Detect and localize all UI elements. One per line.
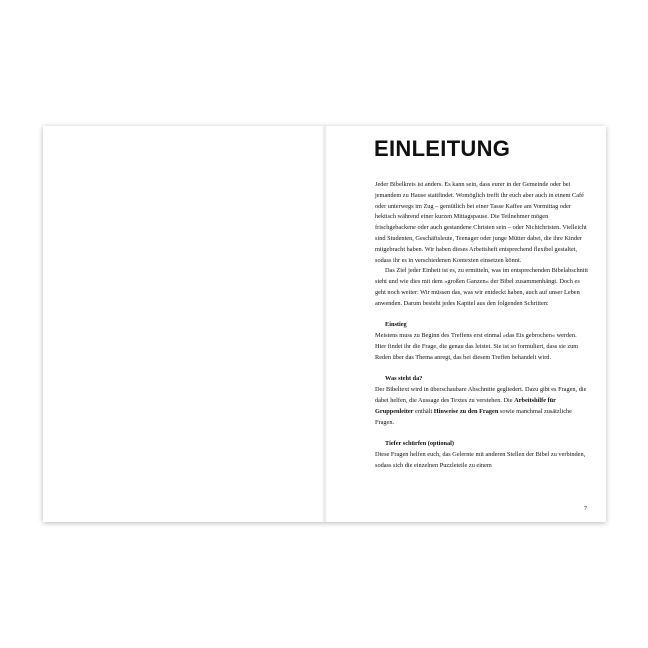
book-spread bbox=[43, 126, 606, 522]
text-run: sowie manchmal zusätzliche Fragen. bbox=[375, 407, 572, 426]
goal-paragraph: Das Ziel jeder Einheit ist es, zu ermitteln, was im entsprechenden Bibelabschnitt steht und wie dies mit dem »großen Ganzen« der Bibel zusammenhängt. Doch es geht noch weiter: Wir müssen das, was wir entdeckt haben, auch auf unser Leben anwenden. Darum besteht jedes Kapitel aus den folgenden Schritten: bbox=[375, 267, 589, 307]
bold-run-hinweise: Hinweise zu den Fragen bbox=[433, 407, 499, 415]
section-text-was-steht-da bbox=[375, 385, 589, 428]
section-text-tiefer-schuerfen: Diese Fragen helfen euch, das Gelernte mit anderen Stellen der Bibel zu verbinden, sodass sich die einzelnen Puzzleteile zu einem bbox=[375, 450, 586, 469]
left-page-blank bbox=[43, 126, 324, 522]
text-run: Der Bibeltext wird in überschaubare Abschnitte gegliedert. Dazu gibt es Fragen, die dabei helfen, die Aussage des Textes zu verstehen. Die bbox=[375, 386, 587, 404]
page-title: EINLEITUNG bbox=[374, 136, 511, 161]
section-heading-einstieg: Einstieg bbox=[385, 321, 407, 329]
right-page bbox=[325, 126, 606, 522]
section-heading-was-steht-da: Was steht da? bbox=[385, 375, 423, 383]
body-text bbox=[375, 180, 589, 472]
text-run: enthält bbox=[413, 407, 434, 415]
section-heading-tiefer-schuerfen: Tiefer schürfen (optional) bbox=[385, 440, 455, 448]
section-text-einstieg: Meistens muss zu Beginn des Treffens erst einmal »das Eis gebrochen« werden. Hier findet ihr die Frage, die genau das leistet. Sie ist so formuliert, dass sie zum Reden über das Thema anregt, das bei diesem Treffen behandelt wird. bbox=[375, 332, 579, 361]
intro-paragraph: Jeder Bibelkreis ist anders. Es kann sein, dass eurer in der Gemeinde oder bei jemandem zu Hause stattfindet. Womöglich trefft ihr euch aber auch in einem Café oder unterwegs im Zug – gemütlich bei einer Tasse Kaffee am Vormittag oder hektisch während einer kurzen Mittagspause. Die Teilnehmer mögen frischgebackene oder auch gestandene Christen sein – oder Nichtchristen. Vielleicht sind Studenten, Geschäftsleute, Teenager oder junge Mütter dabei, die ihre Kinder mitgebracht haben. Wir haben dieses Arbeitsheft entsprechend flexibel gestaltet, sodass ihr es in verschiedenen Kontexten einsetzen könnt. bbox=[375, 181, 587, 264]
bold-run-arbeitshilfe: Arbeitshilfe für Gruppenleiter bbox=[375, 396, 556, 415]
gutter-shadow bbox=[322, 126, 327, 522]
page-number: 7 bbox=[584, 506, 587, 512]
